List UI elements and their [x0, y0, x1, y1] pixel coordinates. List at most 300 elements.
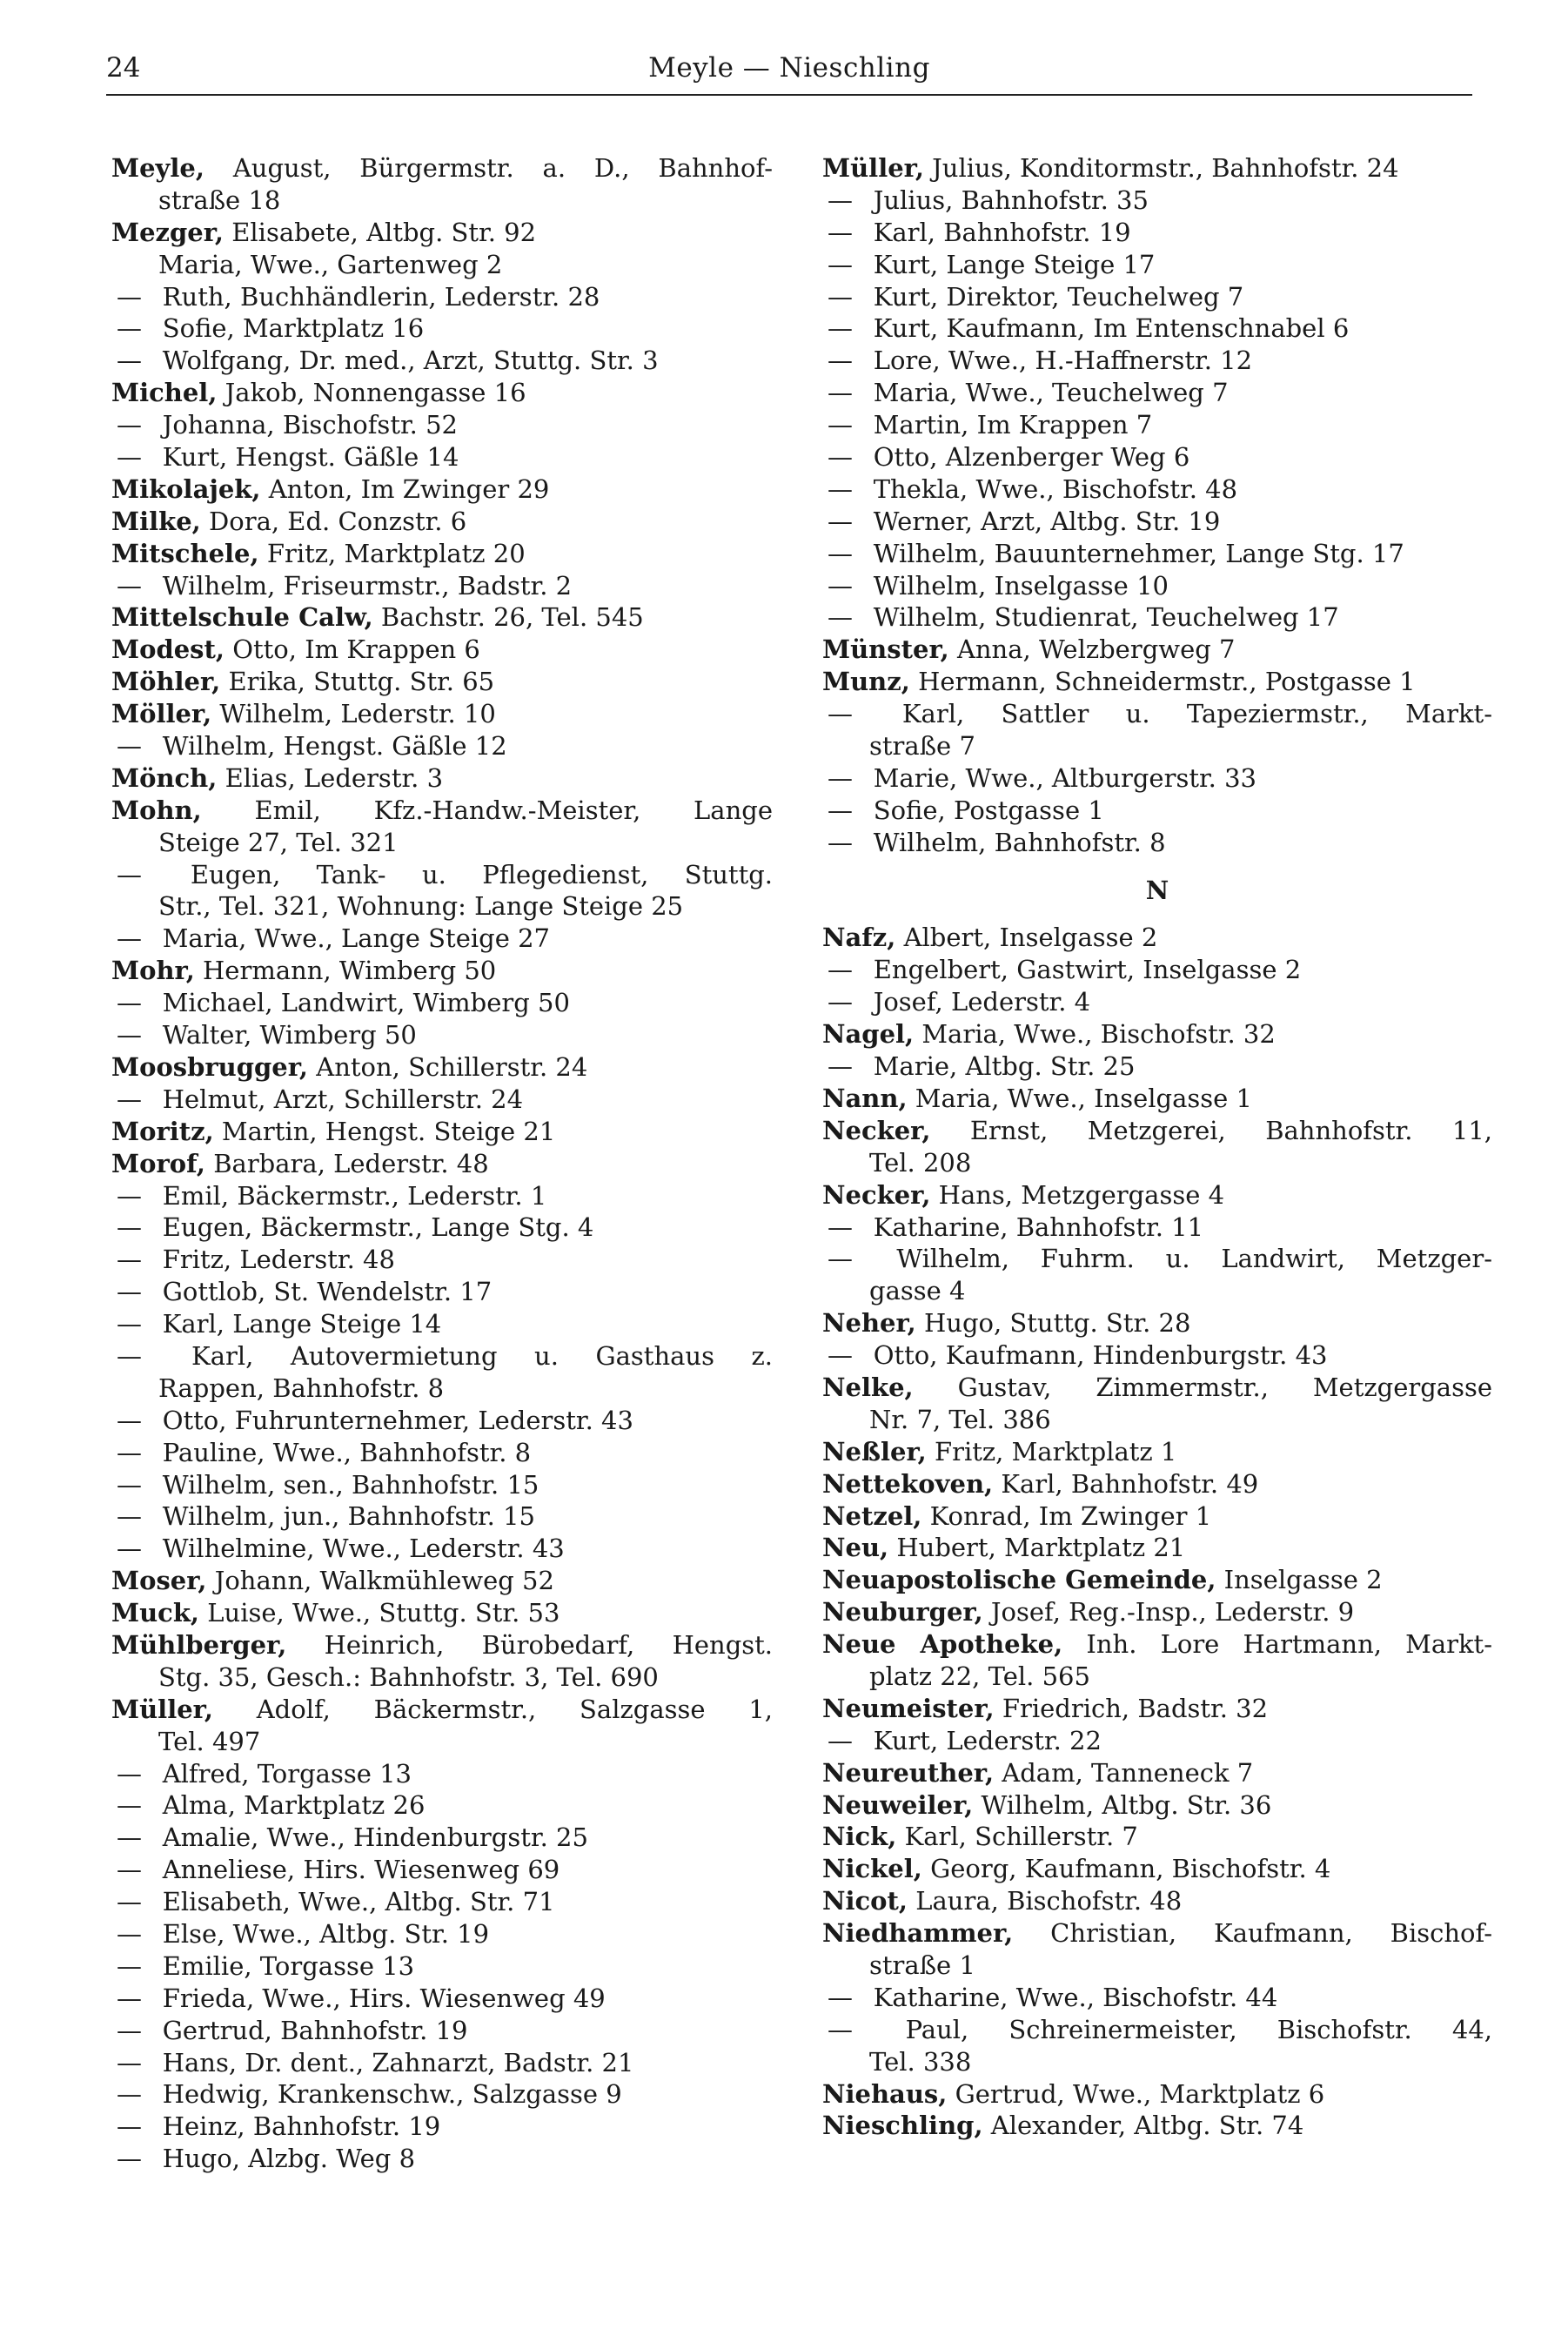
entry-details: Emil, Kfz.-Handw.-Meister, Lange [254, 795, 773, 825]
directory-entry [822, 1083, 1492, 1115]
entry-details: Albert, Inselgasse 2 [903, 923, 1158, 953]
entry-surname: Neu, [822, 1533, 889, 1563]
directory-entry [111, 506, 773, 538]
subentry-text: Frieda, Wwe., Hirs. Wiesenweg 49 [162, 1983, 606, 2013]
entry-continuation: Tel. 497 [158, 1726, 261, 1756]
repeat-dash: — [117, 1245, 142, 1275]
section-letter: N [1145, 875, 1169, 905]
subentry-text: Engelbert, Gastwirt, Inselgasse 2 [873, 955, 1302, 985]
subentry-text: Johanna, Bischofstr. 52 [162, 410, 458, 440]
repeat-dash: — [117, 2047, 142, 2077]
subentry-text: Heinz, Bahnhofstr. 19 [162, 2111, 441, 2142]
directory-subentry [111, 1533, 773, 1565]
entry-surname: Nelke, [822, 1372, 914, 1402]
directory-subentry [822, 185, 1492, 217]
directory-subentry [822, 1050, 1492, 1083]
entry-surname: Neuapostolische Gemeinde, [822, 1565, 1216, 1595]
repeat-dash: — [117, 1501, 142, 1532]
entry-details: Karl, Schillerstr. 7 [904, 1822, 1138, 1852]
entry-details: Fritz, Marktplatz 20 [266, 538, 526, 568]
directory-subentry [111, 441, 773, 473]
entry-surname: Münster, [822, 634, 949, 665]
directory-subentry [111, 2047, 773, 2079]
entry-details: Anton, Im Zwinger 29 [268, 473, 550, 504]
entry-details: Bachstr. 26, Tel. 545 [380, 602, 644, 633]
entry-surname: Mohr, [111, 956, 195, 986]
directory-subentry [111, 1918, 773, 1950]
directory-subentry [111, 2143, 773, 2175]
repeat-dash: — [828, 1725, 853, 1755]
directory-entry [822, 1853, 1492, 1885]
subentry-text: Wilhelm, Hengst. Gäßle 12 [162, 731, 507, 762]
directory-subentry [822, 473, 1492, 506]
repeat-dash: — [117, 1084, 142, 1114]
repeat-dash: — [117, 410, 142, 440]
repeat-dash: — [117, 1822, 142, 1853]
repeat-dash: — [117, 1758, 142, 1789]
repeat-dash: — [117, 1887, 142, 1917]
directory-subentry [111, 1983, 773, 2015]
subentry-text: Hans, Dr. dent., Zahnarzt, Badstr. 21 [162, 2047, 634, 2077]
repeat-dash: — [117, 1437, 142, 1467]
directory-entry [822, 1757, 1492, 1789]
repeat-dash: — [117, 1180, 142, 1211]
directory-entry [822, 1693, 1492, 1725]
entry-surname: Nann, [822, 1083, 908, 1113]
repeat-dash: — [117, 1950, 142, 1981]
entry-details: Christian, Kaufmann, Bischof- [1050, 1918, 1492, 1949]
entry-surname: Mitschele, [111, 538, 259, 568]
directory-entry [822, 1821, 1492, 1853]
subentry-text: Paul, Schreinermeister, Bischofstr. 44, [905, 2014, 1492, 2044]
entry-surname: Moser, [111, 1566, 207, 1596]
subentry-text: Gottlob, St. Wendelstr. 17 [162, 1277, 493, 1307]
repeat-dash: — [117, 442, 142, 473]
subentry-text: Kurt, Lange Steige 17 [873, 249, 1156, 279]
entry-surname: Neher, [822, 1308, 916, 1339]
directory-subentry [111, 1950, 773, 1983]
directory-entry [822, 2110, 1492, 2142]
entry-surname: Moosbrugger, [111, 1051, 309, 1082]
repeat-dash: — [117, 1340, 142, 1371]
subentry-text: Wilhelm, sen., Bahnhofstr. 15 [162, 1469, 539, 1500]
subentry-text: Walter, Wimberg 50 [162, 1020, 417, 1050]
repeat-dash: — [117, 570, 142, 601]
entry-continuation: Nr. 7, Tel. 386 [869, 1404, 1051, 1434]
entry-surname: Netzel, [822, 1500, 922, 1531]
directory-subentry [111, 1437, 773, 1469]
repeat-dash: — [117, 923, 142, 954]
directory-subentry [822, 601, 1492, 634]
subentry-text: Helmut, Arzt, Schillerstr. 24 [162, 1084, 524, 1114]
subentry-text: Wilhelm, Studienrat, Teuchelweg 17 [873, 602, 1339, 633]
entry-surname: Neue Apotheke, [822, 1629, 1063, 1660]
directory-entry [822, 1179, 1492, 1211]
directory-subentry [111, 1854, 773, 1886]
directory-subentry [822, 345, 1492, 377]
entry-details: Konrad, Im Zwinger 1 [929, 1500, 1212, 1531]
repeat-dash: — [117, 1918, 142, 1949]
directory-subentry [111, 1019, 773, 1051]
entry-surname: Mühlberger, [111, 1629, 287, 1660]
subentry-text: Karl, Lange Steige 14 [162, 1309, 442, 1339]
entry-details: Jakob, Nonnengasse 16 [224, 378, 526, 408]
directory-subentry [111, 1500, 773, 1533]
repeat-dash: — [117, 1983, 142, 2013]
subentry-text: Wilhelm, Bauunternehmer, Lange Stg. 17 [873, 538, 1404, 568]
repeat-dash: — [117, 1534, 142, 1564]
entry-details: Heinrich, Bürobedarf, Hengst. [324, 1629, 774, 1660]
directory-entry [822, 1018, 1492, 1050]
directory-subentry [822, 827, 1492, 859]
subentry-text: Otto, Fuhrunternehmer, Lederstr. 43 [162, 1405, 633, 1435]
entry-details: Inselgasse 2 [1223, 1565, 1383, 1595]
directory-subentry [111, 730, 773, 762]
repeat-dash: — [117, 1309, 142, 1339]
repeat-dash: — [828, 2014, 853, 2044]
entry-details: Fritz, Marktplatz 1 [934, 1436, 1177, 1467]
entry-surname: Meyle, [111, 153, 204, 183]
repeat-dash: — [828, 762, 853, 793]
repeat-dash: — [828, 987, 853, 1017]
subentry-text: Sofie, Marktplatz 16 [162, 313, 425, 344]
entry-details: Hans, Metzgergasse 4 [938, 1179, 1225, 1210]
subentry-text: Alma, Marktplatz 26 [162, 1790, 426, 1821]
subentry-text: Amalie, Wwe., Hindenburgstr. 25 [162, 1822, 588, 1853]
directory-subentry [822, 986, 1492, 1018]
repeat-dash: — [117, 731, 142, 762]
entry-continuation: Steige 27, Tel. 321 [158, 827, 399, 857]
entry-details: Inh. Lore Hartmann, Markt- [1086, 1629, 1493, 1660]
directory-entry [822, 1372, 1492, 1404]
entry-details: Karl, Bahnhofstr. 49 [1001, 1468, 1259, 1499]
entry-details: Josef, Reg.-Insp., Lederstr. 9 [990, 1597, 1355, 1628]
subentry-text: Kurt, Kaufmann, Im Entenschnabel 6 [873, 313, 1350, 344]
directory-entry [111, 217, 773, 249]
directory-subentry [822, 1211, 1492, 1244]
directory-subentry [822, 762, 1492, 795]
subentry-text: Wilhelm, Friseurmstr., Badstr. 2 [162, 570, 573, 601]
entry-details: Gustav, Zimmermstr., Metzgergasse [957, 1372, 1492, 1402]
directory-subentry [111, 1276, 773, 1308]
directory-subentry [111, 1469, 773, 1501]
directory-entry [822, 1436, 1492, 1468]
directory-subentry [111, 1758, 773, 1790]
entry-surname: Muck, [111, 1598, 200, 1628]
entry-surname: Moritz, [111, 1116, 214, 1146]
repeat-dash: — [828, 506, 853, 536]
entry-continuation: Tel. 338 [869, 2046, 972, 2077]
subentry-text: Elisabeth, Wwe., Altbg. Str. 71 [162, 1887, 555, 1917]
entry-surname: Niehaus, [822, 2078, 948, 2109]
subentry-text: Gertrud, Bahnhofstr. 19 [162, 2015, 468, 2045]
directory-entry [822, 1917, 1492, 1950]
entry-surname: Neureuther, [822, 1757, 995, 1788]
repeat-dash: — [117, 1405, 142, 1435]
repeat-dash: — [117, 1020, 142, 1050]
directory-subentry [111, 312, 773, 345]
repeat-dash: — [117, 281, 142, 312]
entry-details: Gertrud, Wwe., Marktplatz 6 [955, 2078, 1325, 2109]
directory-subentry [822, 1243, 1492, 1275]
directory-entry [822, 1628, 1492, 1661]
subentry-text: Karl, Autovermietung u. Gasthaus z. [191, 1340, 774, 1371]
entry-surname: Modest, [111, 634, 224, 665]
directory-entry [822, 634, 1492, 666]
directory-subentry [111, 1405, 773, 1437]
directory-entry [111, 698, 773, 730]
repeat-dash: — [117, 2144, 142, 2174]
repeat-dash: — [828, 1982, 853, 2012]
directory-subentry [111, 281, 773, 313]
entry-details: Otto, Im Krappen 6 [232, 634, 480, 665]
subentry-text: Marie, Altbg. Str. 25 [873, 1051, 1136, 1082]
directory-subentry [111, 1308, 773, 1340]
subentry-text: Ruth, Buchhändlerin, Lederstr. 28 [162, 281, 600, 312]
entry-details: Adolf, Bäckermstr., Salzgasse 1, [256, 1694, 774, 1724]
repeat-dash: — [117, 2015, 142, 2045]
repeat-dash: — [828, 602, 853, 633]
entry-details: Alexander, Altbg. Str. 74 [990, 2111, 1304, 2141]
directory-entry [111, 1597, 773, 1629]
subentry-text: Sofie, Postgasse 1 [873, 795, 1104, 825]
entry-continuation: Str., Tel. 321, Wohnung: Lange Steige 25 [158, 891, 684, 922]
repeat-dash: — [828, 827, 853, 857]
repeat-dash: — [828, 410, 853, 440]
left-column [111, 152, 773, 2175]
entry-details: Barbara, Lederstr. 48 [213, 1148, 489, 1178]
entry-details: Friedrich, Badstr. 32 [1002, 1693, 1269, 1723]
subentry-text: Fritz, Lederstr. 48 [162, 1245, 395, 1275]
repeat-dash: — [828, 346, 853, 376]
directory-entry [111, 538, 773, 570]
entry-details: Ernst, Metzgerei, Bahnhofstr. 11, [969, 1115, 1492, 1145]
entry-surname: Necker, [822, 1115, 931, 1145]
directory-subentry [111, 1886, 773, 1918]
entry-surname: Nick, [822, 1822, 897, 1852]
subentry-text: Eugen, Tank- u. Pflegedienst, Stuttg. [190, 859, 774, 889]
subentry-text: Wilhelm, Bahnhofstr. 8 [873, 827, 1166, 857]
directory-subentry [111, 409, 773, 441]
entry-surname: Neßler, [822, 1436, 927, 1467]
entry-continuation: straße 7 [869, 731, 975, 762]
subentry-text: Emilie, Torgasse 13 [162, 1950, 415, 1981]
entry-surname: Mikolajek, [111, 473, 261, 504]
repeat-dash: — [828, 378, 853, 408]
right-column [822, 152, 1492, 2142]
entry-surname: Nagel, [822, 1019, 915, 1050]
subentry-text: Wilhelm, Fuhrm. u. Landwirt, Metzger- [896, 1244, 1492, 1274]
repeat-dash: — [828, 185, 853, 215]
entry-surname: Müller, [111, 1694, 213, 1724]
repeat-dash: — [117, 313, 142, 344]
directory-subentry [822, 538, 1492, 570]
page-number: 24 [106, 52, 141, 84]
subentry-text: Kurt, Direktor, Teuchelweg 7 [873, 281, 1244, 312]
entry-details: Adam, Tanneneck 7 [1002, 1757, 1254, 1788]
entry-surname: Milke, [111, 506, 201, 536]
subentry-text: Pauline, Wwe., Bahnhofstr. 8 [162, 1437, 532, 1467]
repeat-dash: — [828, 281, 853, 312]
entry-details: Hermann, Wimberg 50 [203, 956, 497, 986]
subentry-text: Karl, Sattler u. Tapeziermstr., Markt- [901, 699, 1492, 729]
repeat-dash: — [828, 955, 853, 985]
directory-entry [111, 152, 773, 185]
entry-details: Dora, Ed. Conzstr. 6 [209, 506, 467, 536]
repeat-dash: — [828, 1051, 853, 1082]
entry-details: Georg, Kaufmann, Bischofstr. 4 [930, 1854, 1331, 1884]
directory-entry [111, 666, 773, 698]
repeat-dash: — [117, 1277, 142, 1307]
directory-entry [822, 1468, 1492, 1500]
entry-surname: Morof, [111, 1148, 205, 1178]
directory-entry [111, 955, 773, 987]
directory-entry [822, 666, 1492, 698]
repeat-dash: — [117, 1790, 142, 1821]
repeat-dash: — [117, 346, 142, 376]
subentry-text: Wilhelmine, Wwe., Lederstr. 43 [162, 1534, 565, 1564]
entry-details: Johann, Walkmühleweg 52 [214, 1566, 554, 1596]
directory-subentry [111, 1084, 773, 1116]
repeat-dash: — [828, 313, 853, 344]
directory-subentry [111, 923, 773, 955]
entry-surname: Möhler, [111, 667, 221, 697]
entry-details: Hugo, Stuttg. Str. 28 [923, 1308, 1191, 1339]
entry-surname: Munz, [822, 667, 910, 697]
subentry-text: Julius, Bahnhofstr. 35 [873, 185, 1149, 215]
directory-entry [111, 1148, 773, 1180]
directory-subentry [822, 795, 1492, 827]
directory-entry [822, 1115, 1492, 1147]
directory-subentry [111, 1211, 773, 1244]
repeat-dash: — [828, 795, 853, 825]
entry-details: Erika, Stuttg. Str. 65 [228, 667, 495, 697]
directory-entry [111, 1565, 773, 1597]
directory-entry [822, 1307, 1492, 1339]
directory-subentry [822, 409, 1492, 441]
entry-details: August, Bürgermstr. a. D., Bahnhof- [232, 153, 773, 183]
entry-details: Elias, Lederstr. 3 [224, 762, 444, 793]
directory-entry [111, 1694, 773, 1726]
repeat-dash: — [828, 699, 853, 729]
repeat-dash: — [828, 538, 853, 568]
subentry-text: Michael, Landwirt, Wimberg 50 [162, 988, 570, 1018]
directory-subentry [822, 312, 1492, 345]
entry-surname: Müller, [822, 153, 924, 183]
subentry-text: Eugen, Bäckermstr., Lange Stg. 4 [162, 1212, 594, 1243]
entry-surname: Nettekoven, [822, 1468, 994, 1499]
subentry-text: Maria, Wwe., Lange Steige 27 [162, 923, 550, 954]
directory-subentry [111, 570, 773, 602]
directory-subentry [111, 1244, 773, 1276]
entry-details: Martin, Hengst. Steige 21 [221, 1116, 556, 1146]
directory-subentry [111, 1340, 773, 1373]
directory-subentry [111, 2078, 773, 2111]
subentry-text: Martin, Im Krappen 7 [873, 410, 1153, 440]
subentry-text: Else, Wwe., Altbg. Str. 19 [162, 1918, 490, 1949]
directory-subentry [822, 2014, 1492, 2046]
directory-subentry [822, 1339, 1492, 1372]
repeat-dash: — [117, 2079, 142, 2110]
entry-details: Elisabete, Altbg. Str. 92 [231, 217, 537, 247]
subentry-text: Maria, Wwe., Teuchelweg 7 [873, 378, 1229, 408]
directory-entry [822, 1500, 1492, 1533]
directory-entry [822, 1789, 1492, 1822]
subentry-text: Marie, Wwe., Altburgerstr. 33 [873, 762, 1257, 793]
entry-details: Wilhelm, Lederstr. 10 [219, 699, 496, 729]
directory-subentry [822, 698, 1492, 730]
entry-details: Maria, Wwe., Inselgasse 1 [915, 1083, 1252, 1113]
subentry-text: Hedwig, Krankenschw., Salzgasse 9 [162, 2079, 622, 2110]
directory-subentry [111, 2111, 773, 2143]
entry-details: Hermann, Schneidermstr., Postgasse 1 [918, 667, 1416, 697]
directory-subentry [822, 1982, 1492, 2014]
entry-continuation: Tel. 208 [869, 1147, 972, 1178]
subentry-text: Anneliese, Hirs. Wiesenweg 69 [162, 1855, 560, 1885]
repeat-dash: — [828, 442, 853, 473]
directory-entry [822, 1564, 1492, 1596]
entry-details: Hubert, Marktplatz 21 [896, 1533, 1186, 1563]
directory-entry [111, 1051, 773, 1084]
repeat-dash: — [117, 988, 142, 1018]
directory-subentry [822, 377, 1492, 409]
entry-details: Maria, Wwe., Bischofstr. 32 [921, 1019, 1276, 1050]
repeat-dash: — [828, 1244, 853, 1274]
subentry-text: Kurt, Hengst. Gäßle 14 [162, 442, 459, 473]
entry-continuation: platz 22, Tel. 565 [869, 1661, 1090, 1691]
entry-details: Anna, Welzbergweg 7 [956, 634, 1236, 665]
entry-surname: Mönch, [111, 762, 218, 793]
entry-surname: Möller, [111, 699, 212, 729]
subentry-text: Katharine, Bahnhofstr. 11 [873, 1211, 1204, 1242]
page-header [106, 52, 1472, 96]
repeat-dash: — [828, 473, 853, 504]
directory-entry [111, 601, 773, 634]
running-head: Meyle — Nieschling [648, 52, 930, 84]
directory-subentry [111, 1822, 773, 1854]
entry-surname: Nickel, [822, 1854, 922, 1884]
directory-subentry [822, 441, 1492, 473]
entry-details: Luise, Wwe., Stuttg. Str. 53 [207, 1598, 560, 1628]
directory-entry [111, 634, 773, 666]
directory-subentry [111, 2015, 773, 2047]
directory-entry [111, 473, 773, 506]
directory-subentry [111, 987, 773, 1019]
repeat-dash: — [117, 1469, 142, 1500]
directory-subentry [111, 859, 773, 891]
repeat-dash: — [828, 1340, 853, 1371]
entry-details: Julius, Konditormstr., Bahnhofstr. 24 [932, 153, 1399, 183]
directory-subentry [822, 249, 1492, 281]
entry-details: Anton, Schillerstr. 24 [316, 1051, 588, 1082]
entry-details: Laura, Bischofstr. 48 [915, 1886, 1183, 1916]
repeat-dash: — [828, 217, 853, 247]
subentry-text: Otto, Kaufmann, Hindenburgstr. 43 [873, 1340, 1328, 1371]
repeat-dash: — [117, 2111, 142, 2142]
entry-continuation: Maria, Wwe., Gartenweg 2 [158, 249, 503, 279]
subentry-text: Lore, Wwe., H.-Haffnerstr. 12 [873, 346, 1253, 376]
repeat-dash: — [828, 570, 853, 601]
entry-surname: Mohn, [111, 795, 202, 825]
subentry-text: Wilhelm, Inselgasse 10 [873, 570, 1169, 601]
entry-continuation: Stg. 35, Gesch.: Bahnhofstr. 3, Tel. 690 [158, 1661, 659, 1692]
subentry-text: Emil, Bäckermstr., Lederstr. 1 [162, 1180, 547, 1211]
entry-surname: Neuweiler, [822, 1789, 974, 1820]
subentry-text: Otto, Alzenberger Weg 6 [873, 442, 1190, 473]
entry-details: Wilhelm, Altbg. Str. 36 [981, 1789, 1272, 1820]
directory-subentry [822, 217, 1492, 249]
repeat-dash: — [117, 1212, 142, 1243]
